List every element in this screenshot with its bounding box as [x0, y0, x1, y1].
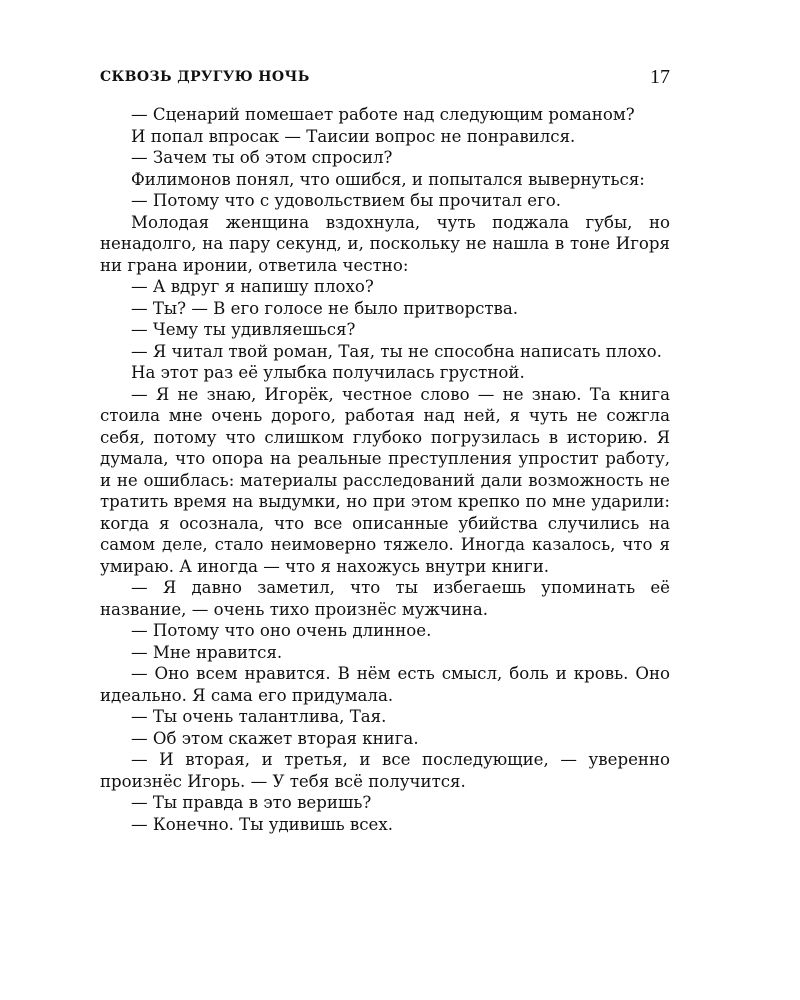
paragraph: Молодая женщина вздохнула, чуть поджала губы, но ненадолго, на пару секунд, и, поскольку не нашла в тоне Игоря ни грана иронии, ответила честно: [100, 212, 670, 275]
paragraph: — Потому что оно очень длинное. [131, 621, 432, 640]
paragraph: И попал впросак — Таисии вопрос не понравился. [131, 126, 576, 146]
body-text [100, 104, 670, 835]
paragraph: — Я давно заметил, что ты избегаешь упоминать её название, — очень тихо произнёс мужчина. [100, 578, 670, 619]
paragraph: — Потому что с удовольствием бы прочитал его. [131, 191, 562, 210]
page-number: 17 [650, 66, 670, 88]
paragraph: — Оно всем нравится. В нём есть смысл, боль и кровь. Оно идеально. Я сама его придумала. [100, 664, 670, 705]
paragraph: — Сценарий помешает работе над следующим романом? [131, 105, 635, 124]
paragraph: На этот раз её улыбка получилась грустной. [131, 363, 525, 382]
paragraph: — Зачем ты об этом спросил? [131, 148, 393, 167]
running-head [100, 66, 670, 96]
paragraph: — Конечно. Ты удивишь всех. [131, 814, 393, 834]
paragraph: — Я читал твой роман, Тая, ты не способна написать плохо. [131, 341, 662, 361]
paragraph: — И вторая, и третья, и все последующие, — уверенно произнёс Игорь. — У тебя всё получится. [100, 750, 670, 791]
paragraph: — А вдруг я напишу плохо? [131, 277, 374, 296]
paragraph: — Ты очень талантлива, Тая. [131, 707, 387, 726]
paragraph: — Я не знаю, Игорёк, честное слово — не знаю. Та книга стоила мне очень дорого, работая над ней, я чуть не сожгла себя, потому что слишком глубоко погрузилась в историю. Я думала, что опора на реальные преступления упростит работу, и не ошиблась: материалы расследований дали возможность не тратить время на выдумки, но при этом крепко по мне ударили: когда я осознала, что все описанные убийства случились на самом деле, стало неимоверно тяжело. Иногда казалось, что я умираю. А иногда — что я нахожусь внутри книги. [100, 384, 670, 576]
paragraph: Филимонов понял, что ошибся, и попытался вывернуться: [131, 169, 645, 189]
running-title: СКВОЗЬ ДРУГУЮ НОЧЬ [100, 69, 310, 85]
paragraph: — Ты правда в это веришь? [131, 793, 372, 812]
paragraph: — Об этом скажет вторая книга. [131, 728, 419, 748]
paragraph: — Чему ты удивляешься? [131, 320, 356, 339]
paragraph: — Мне нравится. [131, 642, 283, 662]
paragraph: — Ты? — В его голосе не было притворства. [131, 298, 519, 318]
